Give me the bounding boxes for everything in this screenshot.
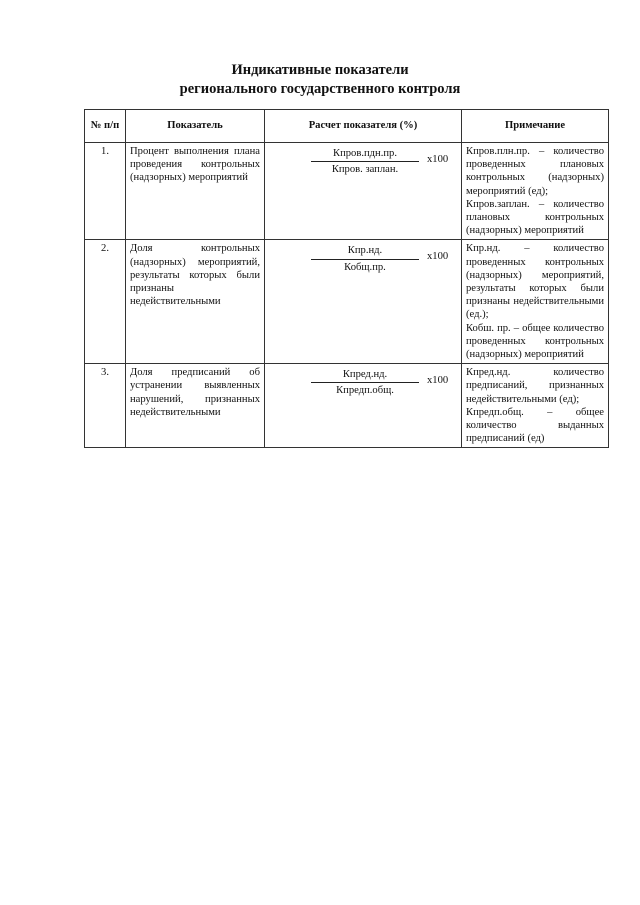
row-indicator: Процент выполнения плана проведения контрольных (надзорных) мероприятий: [126, 143, 265, 240]
row-note: [462, 143, 609, 240]
row-formula: [265, 143, 462, 240]
table-header-row: [85, 110, 609, 143]
table-row: [85, 143, 609, 240]
row-note: [462, 240, 609, 364]
table-row: [85, 364, 609, 448]
indicators-table: [84, 109, 609, 448]
numerator: Кпров.пдн.пр.: [311, 147, 419, 162]
note-line: Кпров.заплан. – количество плановых контрольных (надзорных) мероприятий: [466, 198, 604, 237]
title-line-1: Индикативные показатели: [231, 62, 409, 78]
note-line: Кпред.нд. количество предписаний, признанных недействительными (ед);: [466, 367, 604, 405]
row-formula: [265, 364, 462, 448]
header-note: Примечание: [462, 110, 609, 143]
header-indicator: Показатель: [126, 110, 265, 143]
row-note: [462, 364, 609, 448]
header-calc: Расчет показателя (%): [265, 110, 462, 143]
table-row: [85, 240, 609, 364]
row-indicator: Доля контрольных (надзорных) мероприятий, результаты которых были признаны недействительными: [126, 240, 265, 364]
denominator: Кпров. заплан.: [331, 164, 399, 176]
multiplier: x100: [427, 375, 449, 387]
numerator: Кпред.нд.: [311, 368, 419, 383]
numerator: Кпр.нд.: [311, 244, 419, 259]
row-num: 3.: [85, 364, 126, 448]
note-line: Кобш. пр. – общее количество проведенных контрольных (надзорных) мероприятий: [466, 322, 604, 361]
title-line-2: регионального государственного контроля: [179, 81, 461, 97]
fraction: [311, 244, 419, 273]
row-indicator: Доля предписаний об устранении выявленных нарушений, признанных недействительными: [126, 364, 265, 448]
row-num: 1.: [85, 143, 126, 240]
row-formula: [265, 240, 462, 364]
document-title: [0, 61, 640, 99]
denominator: Кпредп.общ.: [336, 385, 394, 397]
row-num: 2.: [85, 240, 126, 364]
fraction: [311, 368, 419, 397]
fraction: [311, 147, 419, 176]
note-line: Кпр.нд. – количество проведенных контрольных (надзорных) мероприятий, результаты которых были признаны недействительными (ед.);: [466, 243, 604, 321]
multiplier: x100: [427, 154, 449, 165]
header-num: № п/п: [85, 110, 126, 143]
note-line: Кпров.плн.пр. – количество проведенных плановых контрольных (надзорных) мероприятий (ед);: [466, 146, 604, 197]
multiplier: x100: [427, 251, 449, 263]
note-line: Кпредп.общ. – общее количество выданных предписаний (ед): [466, 406, 604, 445]
denominator: Кобщ.пр.: [344, 261, 386, 273]
